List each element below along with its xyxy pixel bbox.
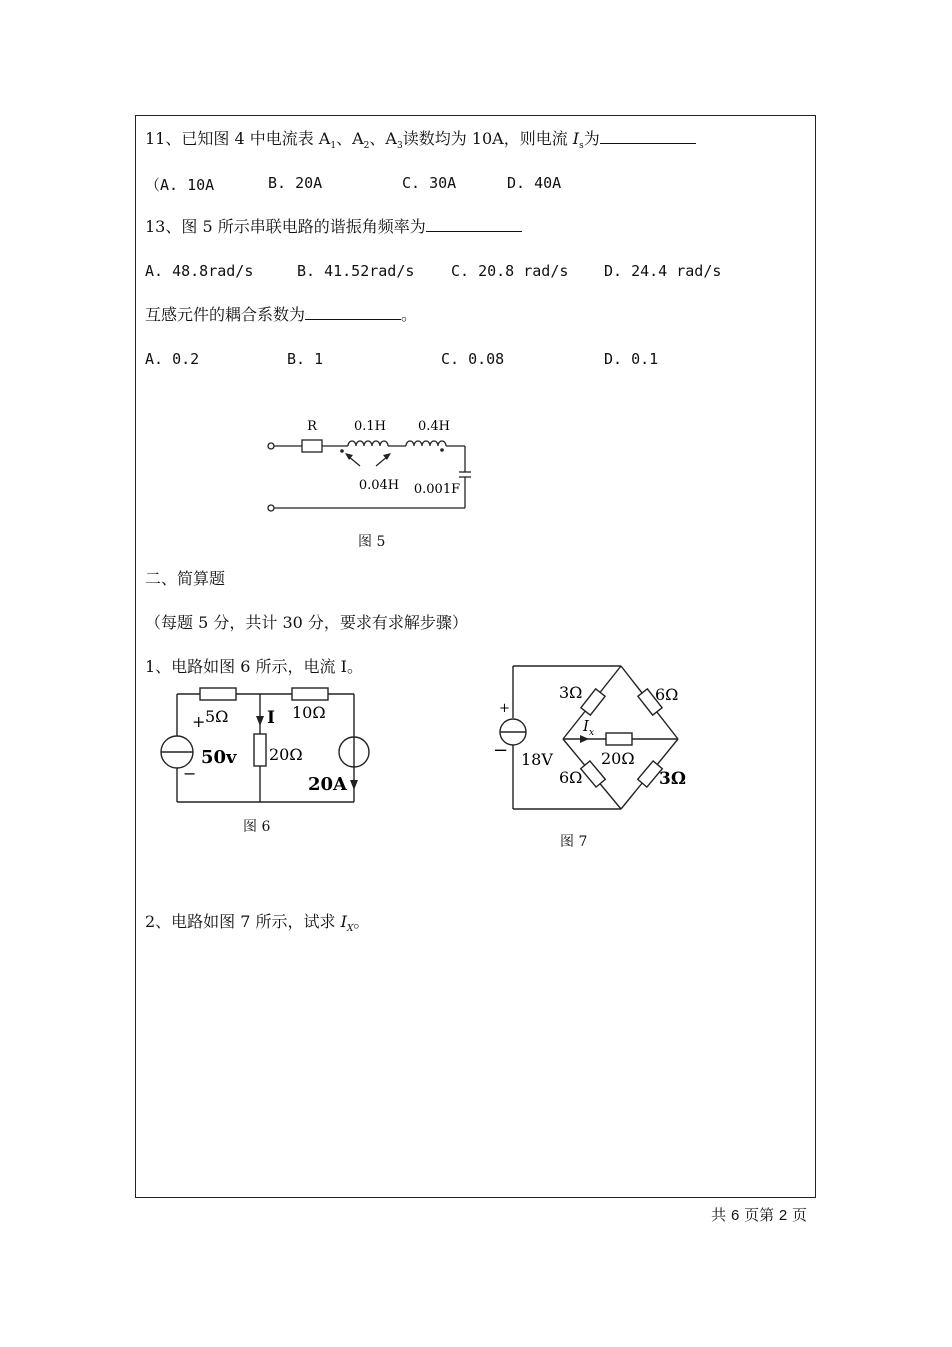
q11-option-c: C. 30A — [402, 174, 457, 192]
figure-7-caption: 图 7 — [560, 834, 588, 850]
figure-5-series-circuit — [260, 410, 490, 520]
figure-6-caption: 图 6 — [243, 819, 271, 835]
total-pages: 6 — [730, 1207, 740, 1224]
fig6-r2-label: 10Ω — [292, 703, 326, 722]
figure-7-bridge-circuit — [485, 660, 695, 815]
q14-option-b: B. 1 — [287, 350, 324, 368]
fig5-l1-label: 0.1H — [353, 419, 387, 434]
fig5-c-label: 0.001F — [413, 482, 461, 497]
fig6-vsrc-label: 50v — [201, 747, 237, 768]
q14-option-a: A. 0.2 — [145, 350, 200, 368]
fig7-ix-label: $I_x$ — [583, 717, 595, 738]
fig7-r-br-label: 3Ω — [659, 769, 686, 789]
answer-blank[interactable] — [305, 305, 401, 320]
fig7-r-tr-label: 6Ω — [655, 685, 679, 704]
q11-option-a: （A. 10A — [145, 176, 215, 194]
question-13: 13、图 5 所示串联电路的谐振角频率为 — [145, 217, 522, 237]
section-2-note: （每题 5 分，共计 30 分，要求有求解步骤） — [145, 613, 468, 632]
fig7-vsrc-label: 18V — [521, 750, 553, 769]
q13-option-c: C. 20.8 rad/s — [451, 262, 569, 280]
q13-option-b: B. 41.52rad/s — [297, 262, 415, 280]
section-2-title: 二、简算题 — [145, 569, 226, 588]
fig6-r3-label: 20Ω — [269, 745, 303, 764]
answer-blank[interactable] — [600, 129, 696, 144]
figure-5-caption: 图 5 — [358, 534, 386, 550]
fig7-plus: + — [499, 701, 510, 716]
fig7-r-tl-label: 3Ω — [559, 683, 583, 702]
fig7-minus: − — [493, 740, 509, 761]
q14-option-d: D. 0.1 — [604, 350, 659, 368]
q13-option-d: D. 24.4 rad/s — [604, 262, 722, 280]
fig5-r-label: R — [307, 419, 317, 434]
problem-1: 1、电路如图 6 所示，电流 I。 — [145, 657, 363, 676]
q11-option-b: B. 20A — [268, 174, 323, 192]
fig5-l2-label: 0.4H — [417, 419, 451, 434]
figure-6-circuit — [150, 682, 380, 812]
q14-option-c: C. 0.08 — [441, 350, 505, 368]
question-11: 11、已知图 4 中电流表 $A_1$、$A_2$、$A_3$读数均为 10A，则电流 $I_s$为 — [145, 129, 696, 156]
fig6-r1-label: 5Ω — [205, 707, 229, 726]
fig6-minus: − — [183, 764, 197, 783]
answer-blank[interactable] — [426, 217, 522, 232]
problem-2: 2、电路如图 7 所示，试求 $I_X$。 — [145, 912, 370, 935]
page-footer: 共 6 页第 2 页 — [711, 1206, 807, 1224]
q13-option-a: A. 48.8rad/s — [145, 262, 254, 280]
page-number: 2 — [778, 1207, 788, 1224]
fig7-r-bl-label: 6Ω — [559, 768, 583, 787]
fig7-r-mid-label: 20Ω — [601, 749, 635, 768]
fig6-current-label: I — [267, 708, 275, 728]
fig6-isrc-label: 20A — [308, 774, 348, 795]
q11-option-d: D. 40A — [507, 174, 562, 192]
fig5-m-label: 0.04H — [358, 478, 400, 493]
question-14: 互感元件的耦合系数为 。 — [145, 305, 418, 324]
fig6-plus: + — [192, 712, 206, 731]
